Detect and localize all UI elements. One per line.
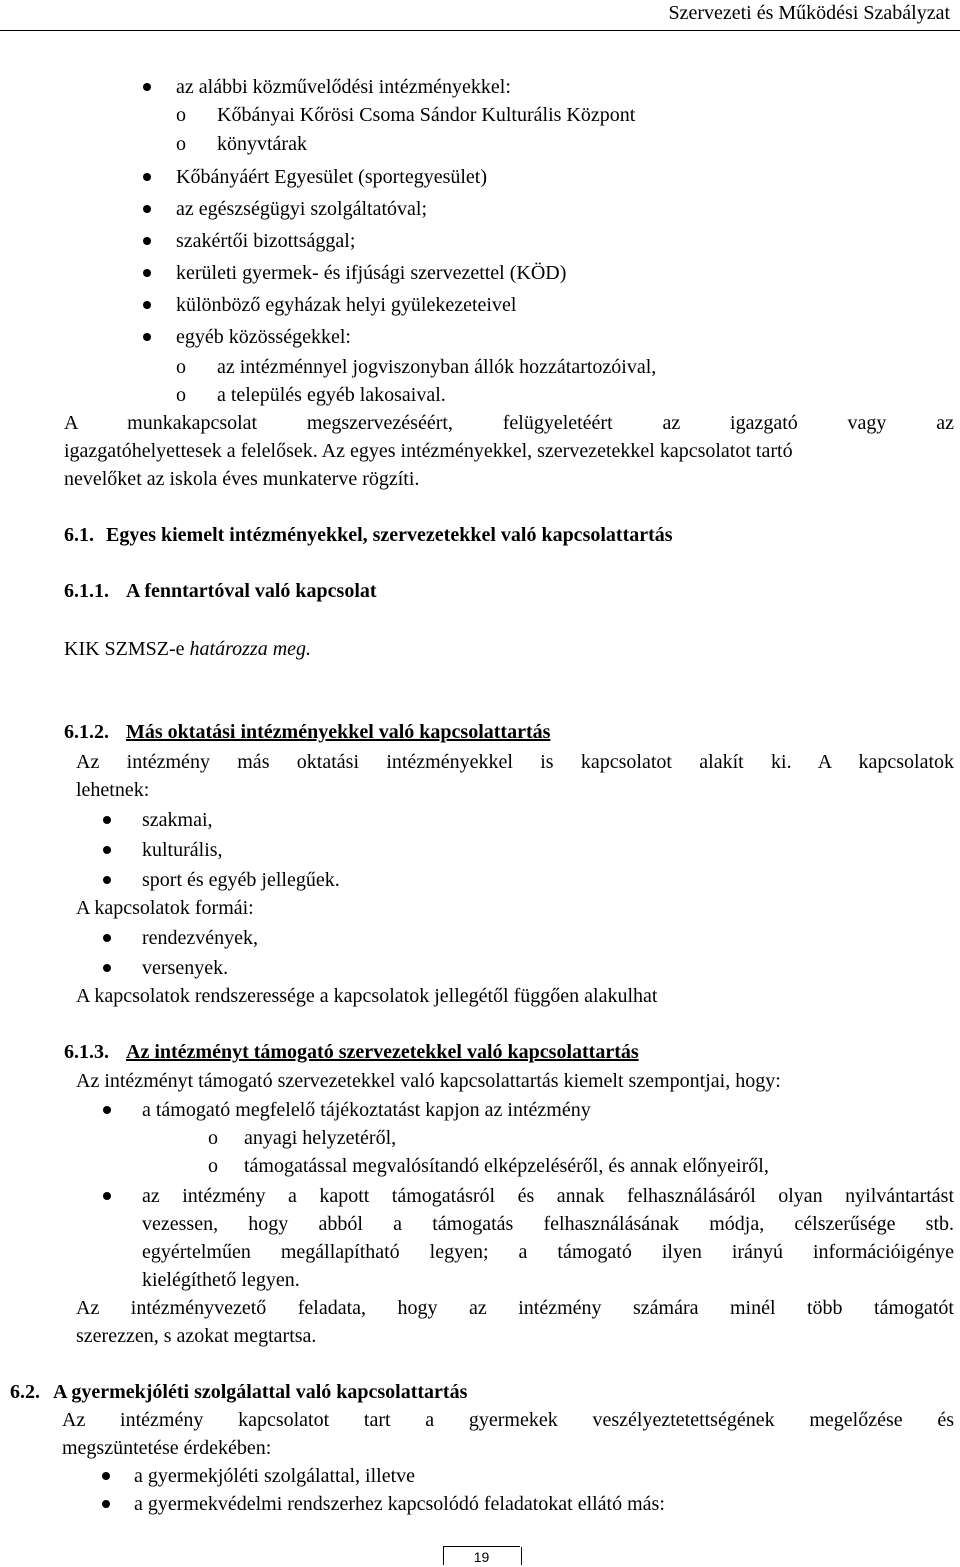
- bullet-icon: [103, 846, 111, 854]
- circle-bullet-icon: o: [176, 356, 186, 378]
- sub-list-item: könyvtárak: [217, 133, 307, 155]
- list-item: kerületi gyermek- és ifjúsági szervezettel (KÖD): [176, 262, 567, 284]
- paragraph-line: A kapcsolatok formái:: [76, 897, 254, 919]
- paragraph-line: megszüntetése érdekében:: [62, 1437, 272, 1459]
- body-italic-text: határozza meg.: [189, 638, 312, 660]
- list-item: versenyek.: [142, 957, 229, 979]
- bullet-icon: [103, 1106, 111, 1114]
- sub-list-item: Kőbányai Kőrösi Csoma Sándor Kulturális Központ: [217, 104, 636, 126]
- header-rule: [0, 30, 960, 31]
- list-item: a gyermekjóléti szolgálattal, illetve: [134, 1465, 416, 1487]
- paragraph-line: szerezzen, s azokat megtartsa.: [76, 1325, 317, 1347]
- paragraph-line: Az intézményvezető feladata, hogy az intézmény számára minél több támogatót: [76, 1297, 954, 1319]
- section-number: 6.1.1.: [64, 580, 109, 602]
- circle-bullet-icon: o: [208, 1127, 218, 1149]
- paragraph-line: nevelőket az iskola éves munkaterve rögzíti.: [64, 468, 420, 490]
- bullet-icon: [143, 301, 151, 309]
- bullet-icon: [103, 876, 111, 884]
- bullet-icon: [103, 934, 111, 942]
- sub-list-item: anyagi helyzetéről,: [244, 1127, 397, 1149]
- circle-bullet-icon: o: [176, 133, 186, 155]
- list-item: rendezvények,: [142, 927, 259, 949]
- bullet-icon: [102, 1500, 110, 1508]
- bullet-icon: [143, 205, 151, 213]
- section-title: A fenntartóval való kapcsolat: [126, 580, 377, 602]
- sub-list-item: az intézménnyel jogviszonyban állók hozzátartozóival,: [217, 356, 657, 378]
- circle-bullet-icon: o: [208, 1155, 218, 1177]
- paragraph-line: Az intézmény kapcsolatot tart a gyermekek veszélyeztetettségének megelőzése és: [62, 1409, 954, 1431]
- section-number: 6.1.: [64, 524, 94, 546]
- section-title: Egyes kiemelt intézményekkel, szervezetekkel való kapcsolattartás: [106, 524, 673, 546]
- section-body: [64, 636, 311, 662]
- bullet-icon: [143, 173, 151, 181]
- list-item: az egészségügyi szolgáltatóval;: [176, 198, 428, 220]
- running-header: Szervezeti és Működési Szabályzat: [668, 2, 950, 24]
- list-item: szakértői bizottsággal;: [176, 230, 356, 252]
- section-title: Az intézményt támogató szervezetekkel való kapcsolattartás: [126, 1041, 639, 1063]
- bullet-icon: [143, 269, 151, 277]
- bullet-icon: [143, 83, 151, 91]
- bullet-icon: [103, 1192, 111, 1200]
- circle-bullet-icon: o: [176, 384, 186, 406]
- list-item: egyéb közösségekkel:: [176, 326, 351, 348]
- list-item: kulturális,: [142, 839, 223, 861]
- circle-bullet-icon: o: [176, 104, 186, 126]
- section-number: 6.2.: [10, 1381, 40, 1403]
- sub-list-item: a település egyéb lakosaival.: [217, 384, 446, 406]
- page-number: 19: [473, 1549, 490, 1565]
- list-item-line: egyértelműen megállapítható legyen; a támogató ilyen irányú információigénye: [142, 1241, 954, 1263]
- paragraph-line: A kapcsolatok rendszeressége a kapcsolatok jellegétől függően alakulhat: [76, 985, 658, 1007]
- bullet-icon: [102, 1472, 110, 1480]
- paragraph-line: Az intézményt támogató szervezetekkel való kapcsolattartás kiemelt szempontjai, hogy:: [76, 1070, 781, 1092]
- section-title: A gyermekjóléti szolgálattal való kapcsolattartás: [53, 1381, 468, 1403]
- bullet-icon: [143, 237, 151, 245]
- list-item-line: az intézmény a kapott támogatásról és annak felhasználásáról olyan nyilvántartást: [142, 1185, 954, 1207]
- list-item: sport és egyéb jellegűek.: [142, 869, 340, 891]
- list-item-line: kielégíthető legyen.: [142, 1269, 300, 1291]
- list-item: szakmai,: [142, 809, 213, 831]
- list-item: a gyermekvédelmi rendszerhez kapcsolódó feladatokat ellátó más:: [134, 1493, 665, 1515]
- body-normal-text: KIK SZMSZ-e: [64, 638, 190, 660]
- list-item: különböző egyházak helyi gyülekezeteivel: [176, 294, 517, 316]
- bullet-icon: [103, 964, 111, 972]
- section-number: 6.1.2.: [64, 721, 109, 743]
- section-title: Más oktatási intézményekkel való kapcsolattartás: [126, 721, 551, 743]
- paragraph-line: igazgatóhelyettesek a felelősek. Az egyes intézményekkel, szervezetekkel kapcsolatot tartó: [64, 440, 793, 462]
- bullet-icon: [143, 333, 151, 341]
- list-item-line: vezessen, hogy abból a támogatás felhasználásának módja, célszerűsége stb.: [142, 1213, 954, 1235]
- sub-list-item: támogatással megvalósítandó elképzeléséről, és annak előnyeiről,: [244, 1155, 769, 1177]
- list-item: a támogató megfelelő tájékoztatást kapjon az intézmény: [142, 1099, 591, 1121]
- bullet-icon: [103, 816, 111, 824]
- paragraph-line: A munkakapcsolat megszervezéséért, felügyeletéért az igazgató vagy az: [64, 412, 954, 434]
- list-item: Kőbányáért Egyesület (sportegyesület): [176, 166, 488, 188]
- section-number: 6.1.3.: [64, 1041, 109, 1063]
- list-item: az alábbi közművelődési intézményekkel:: [176, 76, 511, 98]
- paragraph-line: Az intézmény más oktatási intézményekkel is kapcsolatot alakít ki. A kapcsolatok: [76, 751, 954, 773]
- paragraph-line: lehetnek:: [76, 779, 150, 801]
